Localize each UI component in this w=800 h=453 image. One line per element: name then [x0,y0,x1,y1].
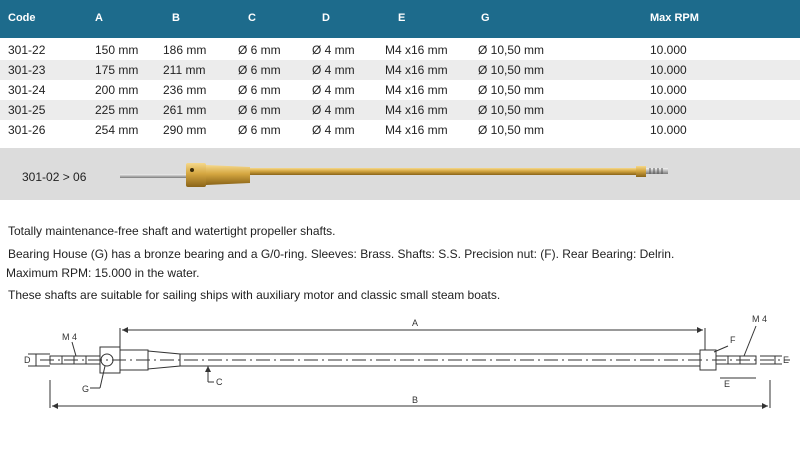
cell-g: Ø 10,50 mm [478,103,545,117]
cell-b: 261 mm [163,103,207,117]
cell-b: 211 mm [163,63,206,77]
label-a: A [412,318,419,328]
m4-right-leader [744,326,756,356]
header-e: E [398,12,406,24]
cell-a: 225 mm [95,103,139,117]
cell-e: M4 x16 mm [385,123,448,137]
cell-a: 175 mm [95,63,139,77]
f-leader [714,346,728,352]
cell-code: 301-25 [8,103,46,117]
description-line-1: Totally maintenance-free shaft and watertight propeller shafts. [8,224,336,238]
cell-c: Ø 6 mm [238,103,281,117]
label-g: G [82,384,90,394]
g-leader [100,366,105,388]
description-line-3: Maximum RPM: 15.000 in the water. [6,266,200,280]
description-line-2: Bearing House (G) has a bronze bearing and a G/0-ring. Sleeves: Brass. Shafts: S.S. Precision nut: (F). Rear Bearing: Delrin. [8,247,675,261]
label-m4-left: M 4 [62,332,78,342]
cell-e: M4 x16 mm [385,103,448,117]
cell-d: Ø 4 mm [312,43,355,57]
cell-e: M4 x16 mm [385,83,448,97]
header-max-rpm: Max RPM [650,12,699,24]
cell-d: Ø 4 mm [312,103,355,117]
m4-left-leader [72,342,76,356]
table-row [0,80,800,100]
cell-d: Ø 4 mm [312,123,355,137]
cell-a: 150 mm [95,43,139,57]
cell-max-rpm: 10.000 [650,83,687,97]
label-d: D [24,355,31,365]
cell-max-rpm: 10.000 [650,63,687,77]
technical-drawing [0,310,800,453]
cell-a: 200 mm [95,83,139,97]
cell-d: Ø 4 mm [312,83,355,97]
label-c: C [216,377,223,387]
cell-max-rpm: 10.000 [650,43,687,57]
label-f: F [730,335,736,345]
cell-b: 236 mm [163,83,207,97]
cell-b: 186 mm [163,43,207,57]
cell-a: 254 mm [95,123,139,137]
cell-c: Ø 6 mm [238,123,281,137]
label-b: B [412,395,419,405]
label-e-bottom: E [724,379,731,389]
cell-e: M4 x16 mm [385,43,448,57]
cell-c: Ø 6 mm [238,43,281,57]
header-g: G [481,12,490,24]
cell-e: M4 x16 mm [385,63,448,77]
cell-code: 301-24 [8,83,46,97]
table-header [0,0,800,38]
product-code: 301-02 > 06 [22,170,87,184]
label-e-right: E [783,355,790,365]
label-m4-right: M 4 [752,314,768,324]
cell-b: 290 mm [163,123,207,137]
header-code: Code [8,12,36,24]
cell-c: Ø 6 mm [238,63,281,77]
cell-max-rpm: 10.000 [650,123,687,137]
description-line-4: These shafts are suitable for sailing ships with auxiliary motor and classic small steam boats. [8,288,501,302]
cell-g: Ø 10,50 mm [478,43,545,57]
shaft-photo [0,148,800,200]
cell-g: Ø 10,50 mm [478,83,545,97]
cell-d: Ø 4 mm [312,63,355,77]
product-photo-band [0,148,800,200]
header-a: A [95,12,103,24]
cell-code: 301-23 [8,63,46,77]
cell-code: 301-22 [8,43,46,57]
cell-max-rpm: 10.000 [650,103,687,117]
cell-g: Ø 10,50 mm [478,123,545,137]
header-c: C [248,12,256,24]
table-row [0,60,800,80]
cell-g: Ø 10,50 mm [478,63,545,77]
cell-code: 301-26 [8,123,46,137]
header-b: B [172,12,180,24]
table-row [0,120,800,140]
header-d: D [322,12,330,24]
table-row [0,100,800,120]
cell-c: Ø 6 mm [238,83,281,97]
table-row [0,40,800,60]
